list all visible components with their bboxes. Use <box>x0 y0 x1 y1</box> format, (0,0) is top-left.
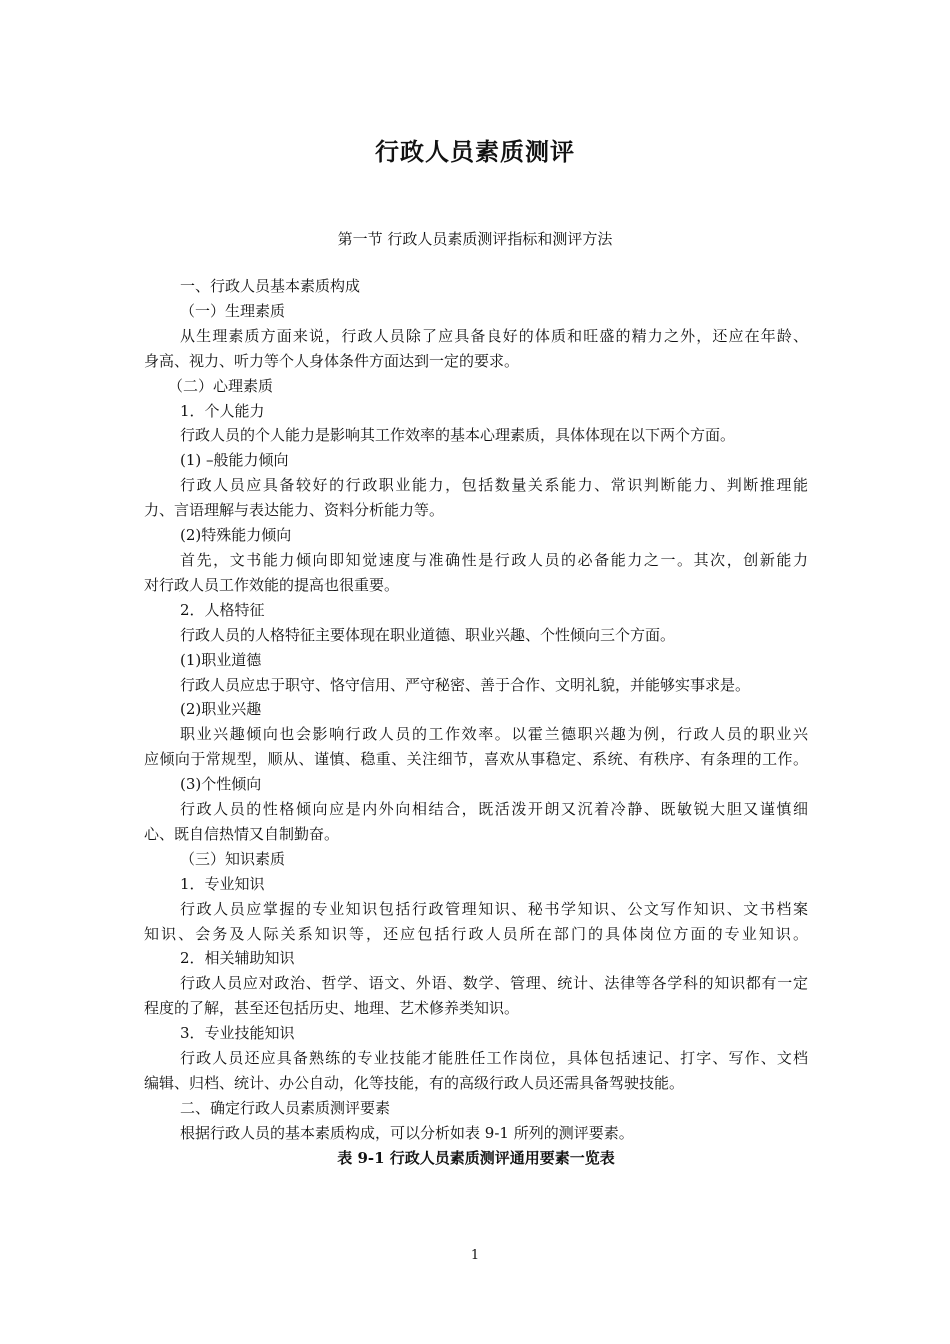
text-line: 行政人员的人格特征主要体现在职业道德、职业兴趣、个性倾向三个方面。 <box>180 625 676 644</box>
text-line: 程度的了解，甚至还包括历史、地理、艺术修养类知识。 <box>144 999 520 1018</box>
text-line: 二、确定行政人员素质测评要素 <box>180 1098 391 1117</box>
text-line: 知识、会务及人际关系知识等，还应包括行政人员所在部门的具体岗位方面的专业知识。 <box>144 924 808 943</box>
text-line: 编辑、归档、统计、办公自动，化等技能，有的高级行政人员还需具备驾驶技能。 <box>144 1074 685 1092</box>
text-line: （一）生理素质 <box>180 301 286 320</box>
text-line: 身高、视力、听力等个人身体条件方面达到一定的要求。 <box>144 351 520 370</box>
text-line: 职业兴趣倾向也会影响行政人员的工作效率。以霍兰德职兴趣为例，行政人员的职业兴 <box>180 725 808 744</box>
text-line: 行政人员应掌握的专业知识包括行政管理知识、秘书学知识、公文写作知识、文书档案 <box>180 899 808 918</box>
document-body <box>144 274 808 1171</box>
text-line: 力、言语理解与表达能力、资料分析能力等。 <box>144 501 445 520</box>
text-line: 应倾向于常规型，顺从、谨慎、稳重、关注细节，喜欢从事稳定、系统、有秩序、有条理的工作。 <box>144 750 808 769</box>
text-line: 行政人员应具备较好的行政职业能力，包括数量关系能力、常识判断能力、判断推理能 <box>180 476 808 495</box>
text-line: 对行政人员工作效能的提高也很重要。 <box>144 575 400 594</box>
text-line: 从生理素质方面来说，行政人员除了应具备良好的体质和旺盛的精力之外，还应在年龄、 <box>180 326 808 345</box>
text-line: 1．专业知识 <box>180 874 265 893</box>
text-line: 行政人员的性格倾向应是内外向相结合，既活泼开朗又沉着冷静、既敏锐大胆又谨慎细 <box>180 800 808 819</box>
text-line: 2．人格特征 <box>180 600 265 619</box>
text-line: (1)职业道德 <box>180 650 262 669</box>
text-line: 行政人员还应具备熟练的专业技能才能胜任工作岗位，具体包括速记、打字、写作、文档 <box>180 1049 808 1068</box>
text-line: (1) –般能力倾向 <box>180 451 289 470</box>
text-line: 3．专业技能知识 <box>180 1024 295 1043</box>
text-line: 首先，文书能力倾向即知觉速度与准确性是行政人员的必备能力之一。其次，创新能力 <box>180 550 808 569</box>
document-title: 行政人员素质测评 <box>375 137 575 166</box>
text-line: （二）心理素质 <box>168 376 274 395</box>
text-line: 心、既自信热情又自制勤奋。 <box>144 824 340 843</box>
text-line: 行政人员应忠于职守、恪守信用、严守秘密、善于合作、文明礼貌，并能够实事求是。 <box>180 675 751 694</box>
text-line: 行政人员的个人能力是影响其工作效率的基本心理素质，具体体现在以下两个方面。 <box>180 426 736 445</box>
text-line: (3)个性倾向 <box>180 775 262 794</box>
page-number: 1 <box>470 1248 480 1263</box>
table-caption: 表 9-1 行政人员素质测评通用要素一览表 <box>337 1148 615 1167</box>
text-line: (2)职业兴趣 <box>180 700 262 719</box>
text-line: 2．相关辅助知识 <box>180 949 295 968</box>
text-line: 根据行政人员的基本素质构成，可以分析如表 9-1 所列的测评要素。 <box>180 1123 634 1142</box>
text-line: 行政人员应对政治、哲学、语文、外语、数学、管理、统计、法律等各学科的知识都有一定 <box>180 974 808 993</box>
text-line: （三）知识素质 <box>180 849 286 868</box>
section-title: 第一节 行政人员素质测评指标和测评方法 <box>337 230 613 248</box>
text-line: 一、行政人员基本素质构成 <box>180 277 361 295</box>
text-line: 1．个人能力 <box>180 401 265 420</box>
text-line: (2)特殊能力倾向 <box>180 526 292 545</box>
